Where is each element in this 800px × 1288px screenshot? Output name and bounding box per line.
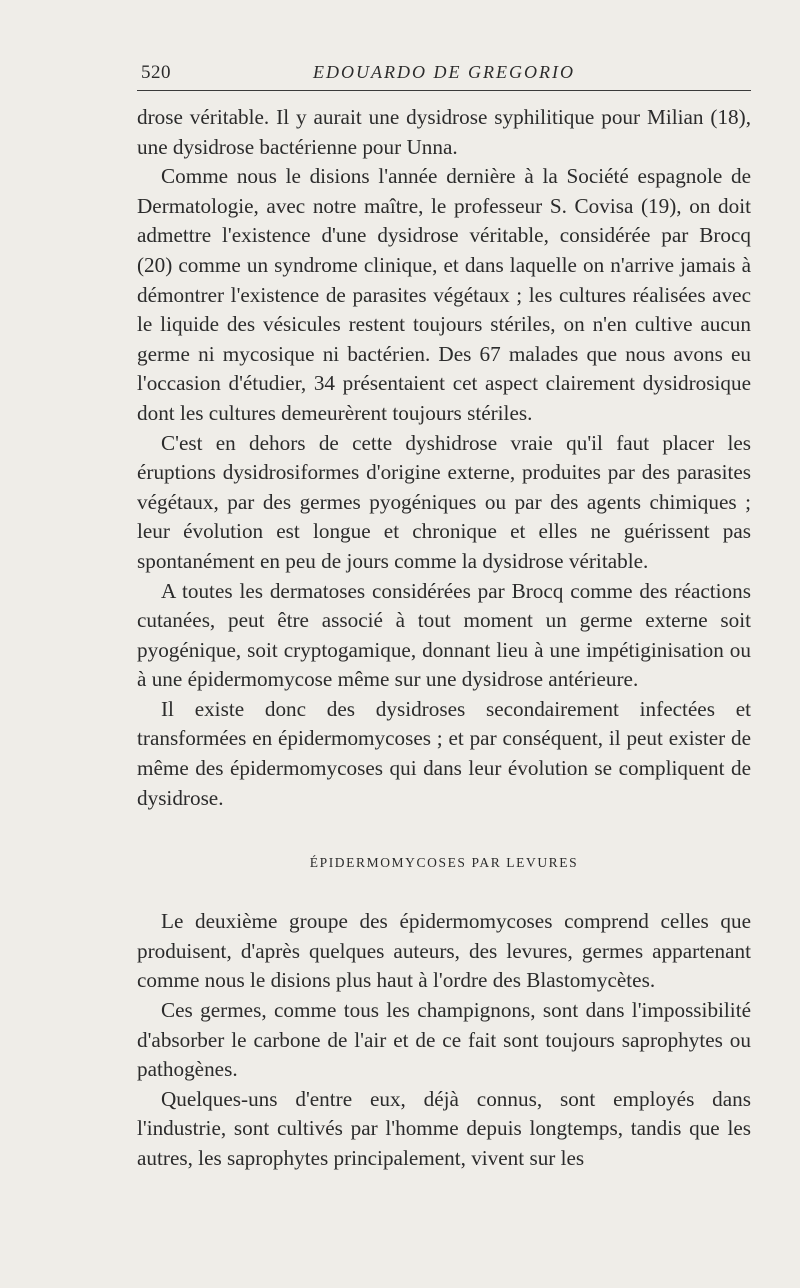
paragraph: Ces germes, comme tous les champignons, sont dans l'impossibilité d'absorber le carbone de l'air et de ce fait sont toujours saprophytes ou pathogènes.: [137, 998, 751, 1082]
paragraph: A toutes les dermatoses considérées par Brocq comme des réactions cutanées, peut être associé à tout moment un germe externe soit pyogénique, soit cryptogamique, donnant lieu à une impétiginisation ou à une épidermomycose même sur une dysidrose antérieure.: [137, 578, 751, 692]
paragraph: Comme nous le disions l'année dernière à la Société espagnole de Dermatologie, avec notre maître, le professeur S. Covisa (19), on doit admettre l'existence d'une dysidrose véritable, considérée par Brocq (20) comme un syndrome clinique, et dans laquelle on n'arrive jamais à démontrer l'existence de parasites végétaux ; les cultures réalisées avec le liquide des vésicules restent toujours stériles, on n'en cultive aucun germe ni mycosique ni bactérien. Des 67 malades que nous avons eu l'occasion d'étudier, 34 présentaient cet aspect clairement dysidrosique dont les cultures demeurèrent toujours stériles.: [137, 164, 751, 425]
page-number: 520: [141, 62, 171, 83]
paragraph: Quelques-uns d'entre eux, déjà connus, sont employés dans l'industrie, sont cultivés par l'homme depuis longtemps, tandis que les autres, les saprophytes principalement, vivent sur les: [137, 1086, 751, 1170]
section-heading: ÉPIDERMOMYCOSES PAR LEVURES: [309, 855, 579, 871]
paragraph: Il existe donc des dysidroses secondairement infectées et transformées en épidermomycoses ; et par conséquent, il peut exister de même des épidermomycoses qui dans leur évolution se compliquent de dysidrose.: [137, 696, 751, 810]
paragraph: C'est en dehors de cette dyshidrose vraie qu'il faut placer les éruptions dysidrosiformes d'origine externe, produites par des parasites végétaux, par des germes pyogéniques ou par des agents chimiques ; leur évolution est longue et chronique et elles ne guérissent pas spontanément en peu de jours comme la dysidrose véritable.: [137, 430, 751, 573]
book-page: [137, 60, 751, 1174]
running-title: EDOUARDO DE GREGORIO: [313, 62, 575, 82]
running-head: [137, 60, 751, 91]
body-text: [137, 103, 751, 1174]
paragraph-continued: drose véritable. Il y aurait une dysidrose syphilitique pour Milian (18), une dysidrose bactérienne pour Unna.: [137, 105, 751, 159]
paragraph: Le deuxième groupe des épidermomycoses comprend celles que produisent, d'après quelques auteurs, des levures, germes appartenant comme nous le disions plus haut à l'ordre des Blastomycètes.: [137, 909, 751, 993]
